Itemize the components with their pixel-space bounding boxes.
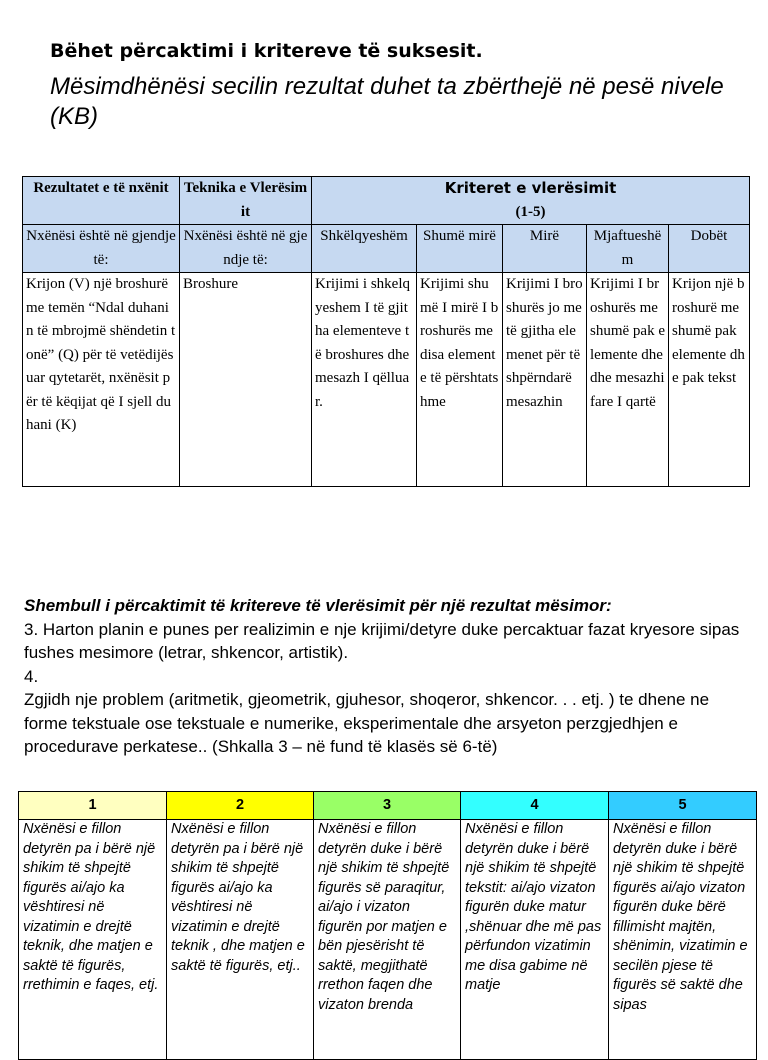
technique-cell: Broshure [180,273,312,487]
header-assessment-technique: Teknika e Vlerësimit [180,177,312,225]
scale-level-3: 3 [314,792,461,820]
page-heading: Bëhet përcaktimi i kritereve të suksesit. [50,40,483,62]
level-weak: Dobët [669,225,750,273]
descriptor-cell: Krijimi shumë I mirë I broshurës me disa elemente të përshtatshme [417,273,503,487]
scale-descriptor-3: Nxënësi e fillon detyrën duke i bërë një shikim të shpejtë figurës së paraqitur, ai/ajo i vizaton figurën por matjen e bën pjesërisht të saktë, megjithatë rrethon faqen dhe vizaton brenda [314,820,461,1060]
scale-level-2: 2 [167,792,314,820]
scale-descriptor-1: Nxënësi e fillon detyrën pa i bërë një shikim të shpejtë figurës ai/ajo ka vështiresi në vizatimin e drejtë teknik, dhe matjen e saktë të figurës, rrethimin e faqes, etj. [19,820,167,1060]
descriptor-cell: Krijon një broshurë me shumë pak elemente dhe pak tekst [669,273,750,487]
scale-descriptor-2: Nxënësi e fillon detyrën pa i bërë një shikim të shpejtë figurës ai/ajo ka vështiresi në vizatimin e drejtë teknik , dhe matjen e saktë të figurës, etj.. [167,820,314,1060]
descriptor-cell: Krijimi I broshurës me shumë pak elemente dhe dhe mesazhi fare I qartë [587,273,669,487]
scale-descriptor-5: Nxënësi e fillon detyrën duke i bërë një shikim të shpejtë figurës ai/ajo vizaton figurën duke bërë fillimisht majtën, shënimin, vizatimin e secilën pjese të figurës së saktë dhe sipas [609,820,757,1060]
scale-descriptor-4: Nxënësi e fillon detyrën duke i bërë një shikim të shpejtë tekstit: ai/ajo vizaton figurën duke matur ,shënuar dhe më pas përfundon vizatimin me disa gabime në matje [461,820,609,1060]
example-section [24,594,754,759]
subheader-technique: Nxënësi është në gjendje të: [180,225,312,273]
example-item-3: 3. Harton planin e punes per realizimin e nje krijimi/detyre duke percaktuar fazat kryesore sipas fushes mesimore (letrar, shkencor, artistik). [24,619,740,662]
scale-table [18,791,757,1060]
descriptor-cell: Krijimi i shkelqyeshem I të gjitha elementeve të broshures dhe mesazh I qëlluar. [312,273,417,487]
descriptor-cell: Krijimi I broshurës jo me të gjitha elemenet për të shpërndarë mesazhin [503,273,587,487]
header-learning-outcomes: Rezultatet e të nxënit [23,177,180,225]
example-title: Shembull i përcaktimit të kritereve të vlerësimit për një rezultat mësimor: [24,596,612,615]
criteria-table [22,176,750,487]
criteria-range: (1-5) [515,203,546,220]
criteria-title: Kriteret e vlerësimit [444,179,617,197]
example-item-4: Zgjidh nje problem (aritmetik, gjeometrik, gjuhesor, shoqeror, shkencor. . . etj. ) te dhene ne forme tekstuale ose tekstuale e numerike, eksperimentale dhe arsyeton perzgjedhjen e procedurave perkatese.. (Shkalla 3 – në fund të klasës së 6-të) [24,690,710,756]
level-very-good: Shumë mirë [417,225,503,273]
subheader-outcomes: Nxënësi është në gjendje të: [23,225,180,273]
example-item-4-number: 4. [24,666,39,686]
scale-level-1: 1 [19,792,167,820]
header-assessment-criteria [312,177,750,225]
page-subheading: Mësimdhënësi secilin rezultat duhet ta zbërthejë në pesë nivele (KB) [50,73,724,130]
scale-level-4: 4 [461,792,609,820]
level-good: Mirë [503,225,587,273]
outcome-cell: Krijon (V) një broshurë me temën “Ndal duhanin të mbrojmë shëndetin tonë” (Q) për të vetëdijësuar qytetarët, nxënësit për të këqijat që I sjell duhani (K) [23,273,180,487]
scale-level-5: 5 [609,792,757,820]
level-excellent: Shkëlqyeshëm [312,225,417,273]
level-sufficient: Mjaftueshëm [587,225,669,273]
